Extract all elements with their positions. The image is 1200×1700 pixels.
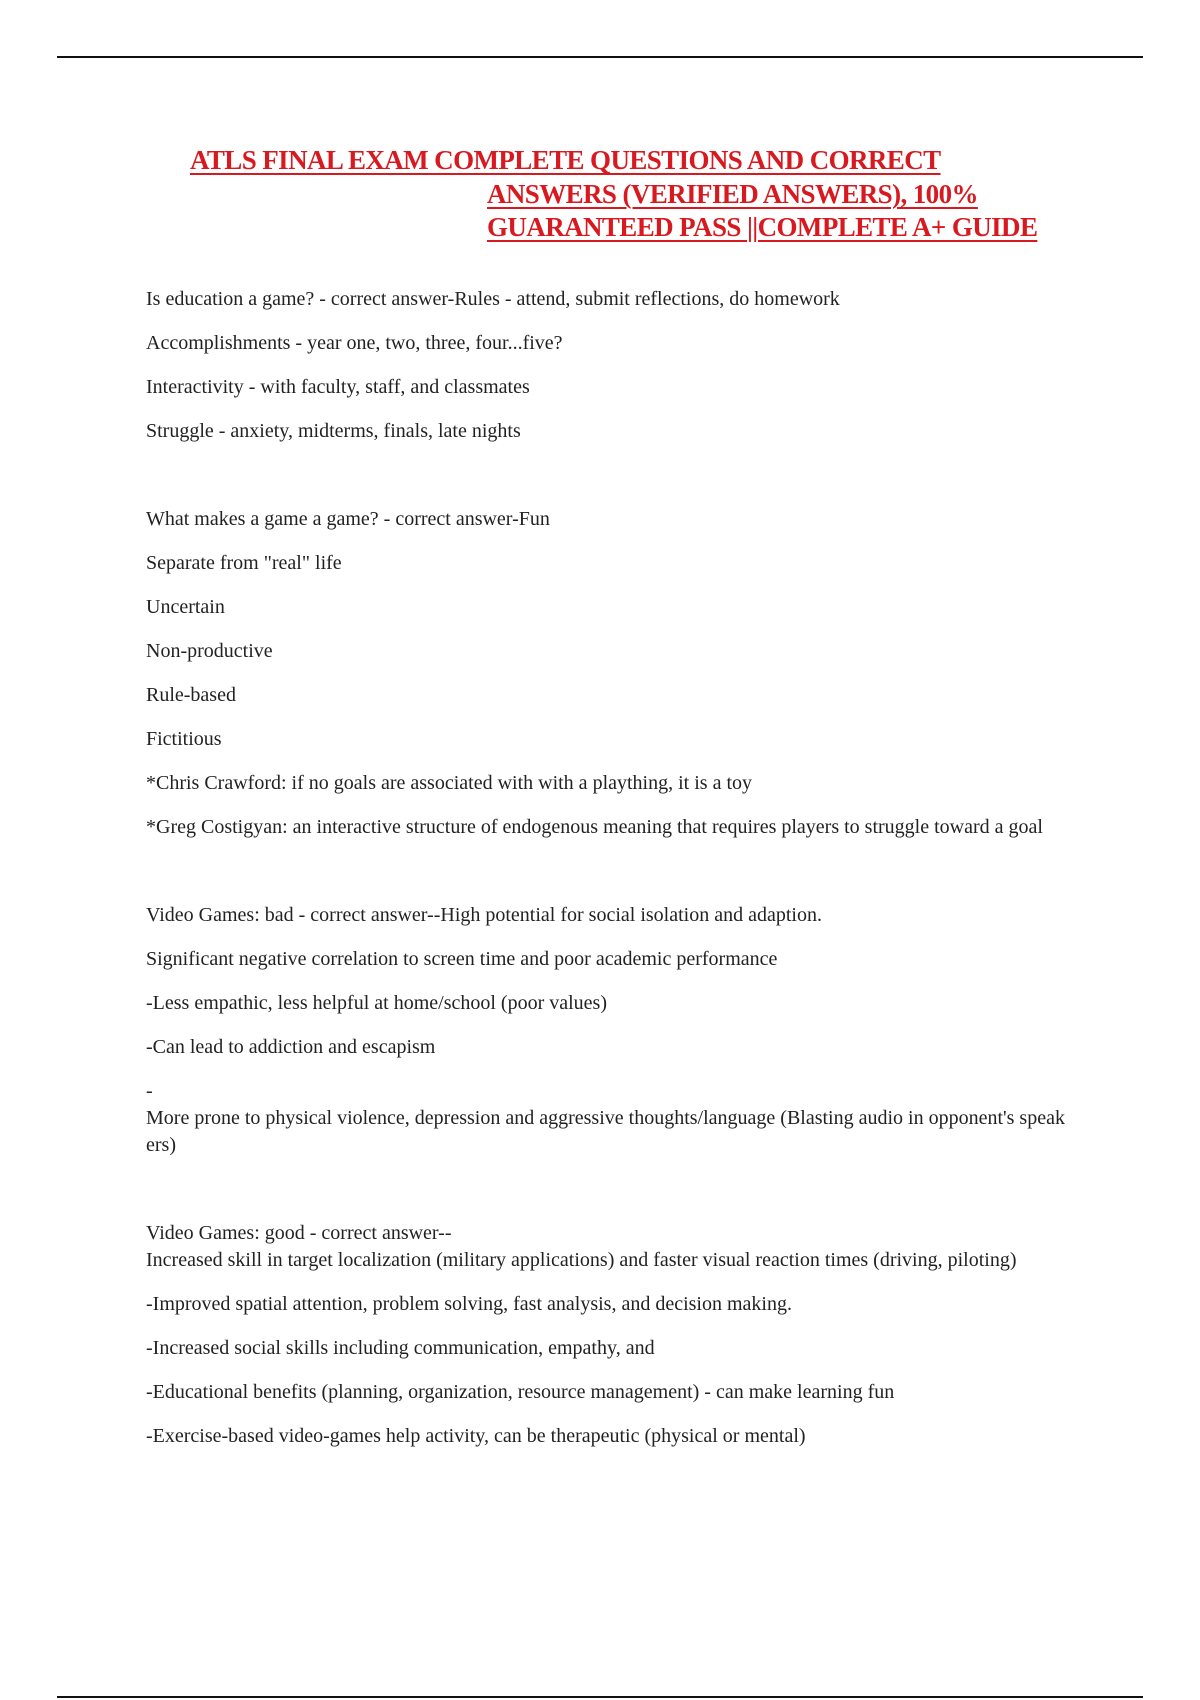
paragraph: Interactivity - with faculty, staff, and classmates	[146, 376, 530, 398]
document-body	[146, 286, 1066, 1450]
document-title-line-3: GUARANTEED PASS ||COMPLETE A+ GUIDE	[487, 212, 1038, 242]
paragraph: What makes a game a game? - correct answer-Fun	[146, 508, 550, 530]
paragraph: Non-productive	[146, 640, 273, 662]
bottom-rule	[57, 1696, 1143, 1698]
top-rule	[57, 56, 1143, 58]
paragraph: -Improved spatial attention, problem solving, fast analysis, and decision making.	[146, 1293, 792, 1315]
paragraph: -	[146, 1080, 153, 1102]
document-title-line-1: ATLS FINAL EXAM COMPLETE QUESTIONS AND CORRECT	[190, 145, 941, 175]
document-title-line-2: ANSWERS (VERIFIED ANSWERS), 100%	[487, 179, 978, 209]
paragraph: Struggle - anxiety, midterms, finals, late nights	[146, 420, 521, 442]
paragraph: -Increased social skills including communication, empathy, and	[146, 1337, 655, 1359]
paragraph: *Greg Costigyan: an interactive structure of endogenous meaning that requires players to struggle toward a goal	[146, 816, 1043, 838]
paragraph: More prone to physical violence, depression and aggressive thoughts/language (Blasting audio in opponent's speakers)	[146, 1107, 1065, 1156]
paragraph: -Less empathic, less helpful at home/school (poor values)	[146, 992, 607, 1014]
paragraph: Increased skill in target localization (military applications) and faster visual reaction times (driving, piloting)	[146, 1249, 1017, 1271]
paragraph: -Exercise-based video-games help activity, can be therapeutic (physical or mental)	[146, 1425, 806, 1447]
paragraph: Rule-based	[146, 684, 236, 706]
paragraph: *Chris Crawford: if no goals are associated with with a plaything, it is a toy	[146, 772, 752, 794]
paragraph: Video Games: good - correct answer--	[146, 1222, 452, 1244]
paragraph: Video Games: bad - correct answer--High potential for social isolation and adaption.	[146, 904, 822, 926]
paragraph: Significant negative correlation to screen time and poor academic performance	[146, 948, 778, 970]
paragraph: Uncertain	[146, 596, 225, 618]
paragraph: -Educational benefits (planning, organization, resource management) - can make learning fun	[146, 1381, 895, 1403]
paragraph: Separate from "real" life	[146, 552, 342, 574]
paragraph: -Can lead to addiction and escapism	[146, 1036, 436, 1058]
paragraph: Is education a game? - correct answer-Rules - attend, submit reflections, do homework	[146, 288, 840, 310]
paragraph: Accomplishments - year one, two, three, four...five?	[146, 332, 563, 354]
paragraph: Fictitious	[146, 728, 222, 750]
